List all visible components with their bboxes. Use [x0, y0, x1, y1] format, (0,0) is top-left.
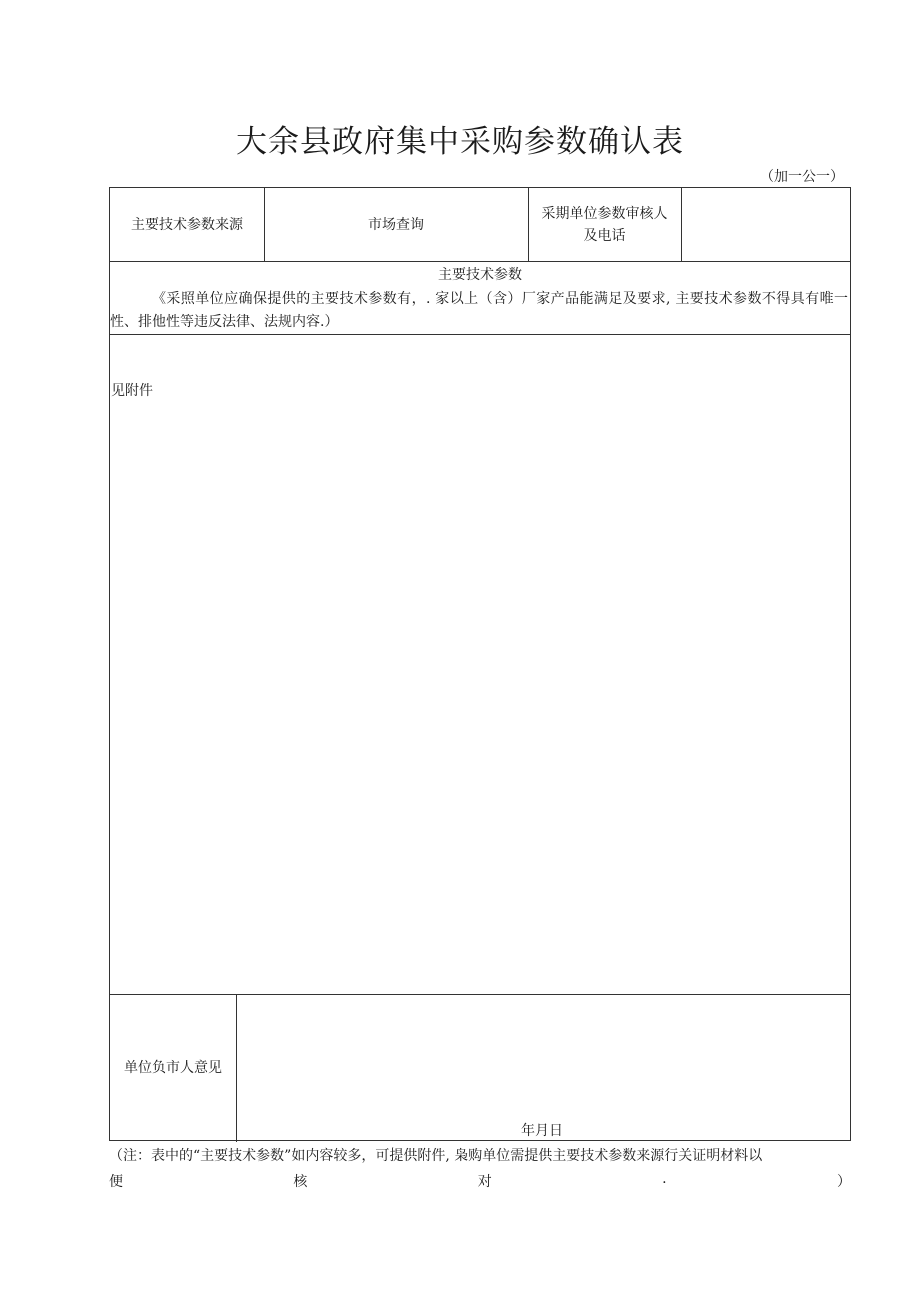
footnote-char: . [662, 1171, 667, 1187]
form-table [109, 187, 851, 1141]
footnote-line1: （注：表中的“主要技术参数”如内容较多，可提供附件, 枭购单位需提供主要技术参数来源行关证明材料以 [109, 1148, 763, 1164]
reviewer-value [681, 188, 852, 261]
reviewer-label-line1: 采期单位参数审核人 [541, 205, 668, 222]
page-title: 大余县政府集中采购参数确认表 [236, 124, 684, 160]
source-value: 市场查询 [368, 216, 424, 233]
form-code: （加一公一） [760, 169, 844, 185]
reviewer-label-line2: 及电话 [583, 227, 626, 244]
divider [110, 334, 850, 335]
opinion-label: 单位负市人意见 [124, 1060, 222, 1076]
divider [110, 261, 850, 262]
source-label: 主要技术参数来源 [131, 216, 243, 233]
footnote-line2 [109, 1171, 851, 1191]
params-heading: 主要技术参数 [438, 267, 522, 283]
reviewer-label [528, 188, 681, 261]
footnote-char: 核 [293, 1174, 308, 1190]
footnote-char: 便 [109, 1174, 123, 1190]
params-content: 见附件 [111, 383, 153, 399]
divider [236, 994, 237, 1142]
footnote-char: 对 [477, 1174, 492, 1190]
params-note: 《采照单位应确保提供的主要技术参数有，. 家以上（含）厂家产品能满足及要求, 主要技术参数不得具有唯一性、排他性等违反法律、法规内容.） [110, 291, 848, 330]
opinion-date: 年月日 [521, 1123, 563, 1139]
footnote-char: ） [836, 1174, 851, 1190]
